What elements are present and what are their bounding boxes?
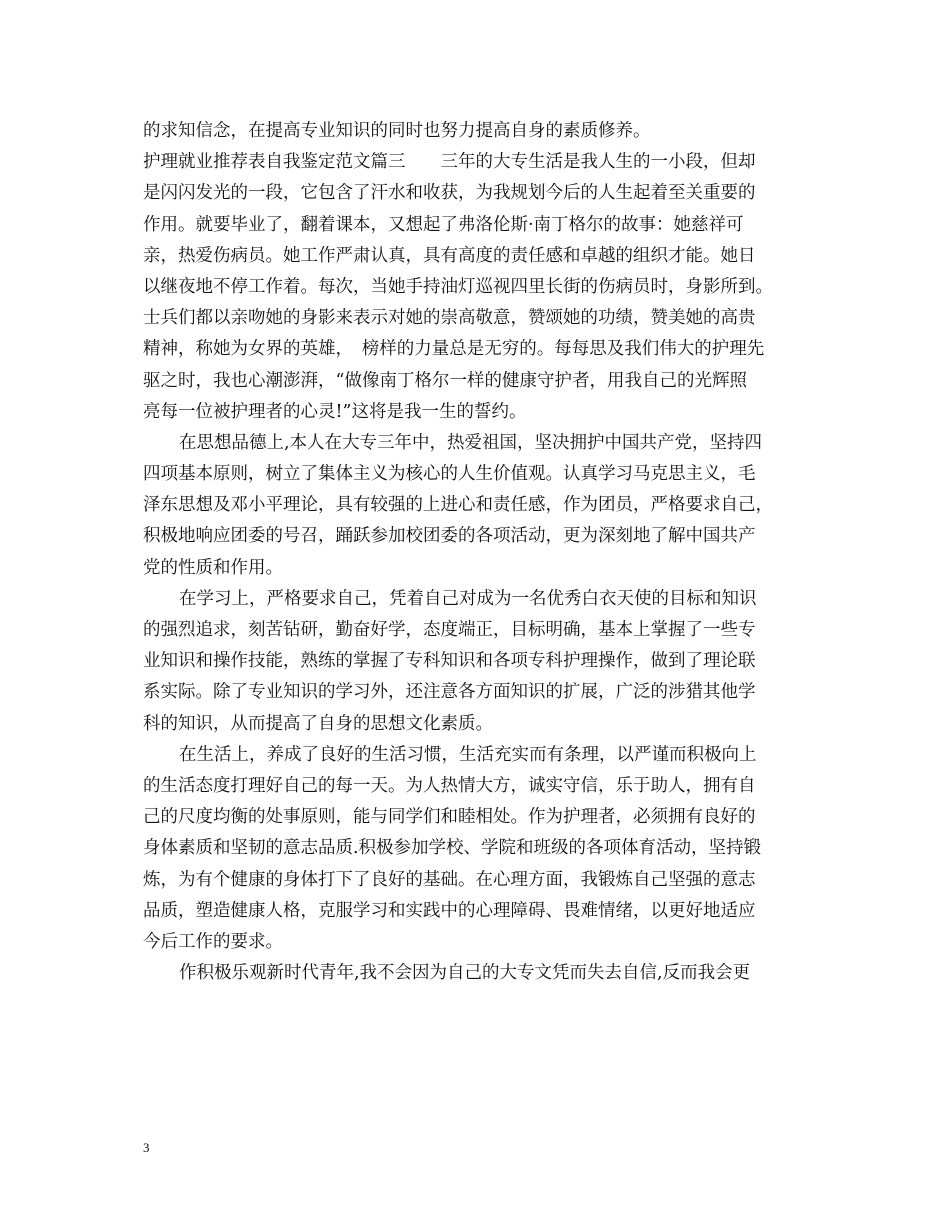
text-line: 士兵们都以亲吻她的身影来表示对她的崇高敬意，赞颂她的功绩，赞美她的高贵 <box>143 308 756 329</box>
text-line: 泽东思想及邓小平理论，具有较强的上进心和责任感，作为团员，严格要求自己， <box>143 495 773 516</box>
text-line: 今后工作的要求。 <box>143 931 283 952</box>
text-line: 亮每一位被护理者的心灵!”这将是我一生的誓约。 <box>143 401 527 422</box>
text-line: 党的性质和作用。 <box>143 557 283 578</box>
text-line: 积极地响应团委的号召，踊跃参加校团委的各项活动，更为深刻地了解中国共产 <box>143 526 756 547</box>
text-line: 品质，塑造健康人格，克服学习和实践中的心理障碍、畏难情绪，以更好地适应 <box>143 900 756 921</box>
text-line: 身体素质和坚韧的意志品质.积极参加学校、学院和班级的各项体育活动，坚持锻 <box>143 838 762 859</box>
text-line: 的求知信念，在提高专业知识的同时也努力提高自身的素质修养。 <box>143 121 651 141</box>
text-line: 在学习上，严格要求自己，凭着自己对成为一名优秀白衣天使的目标和知识 <box>179 588 757 609</box>
text-line: 作积极乐观新时代青年,我不会因为自己的大专文凭而失去自信,反而我会更 <box>179 963 751 984</box>
text-line: 科的知识，从而提高了自身的思想文化素质。 <box>143 713 493 734</box>
text-line: 作用。就要毕业了，翻着课本，又想起了弗洛伦斯·南丁格尔的故事：她慈祥可 <box>143 214 744 235</box>
text-line: 以继夜地不停工作着。每次，当她手持油灯巡视四里长街的伤病员时，身影所到。 <box>143 276 773 297</box>
document-body <box>143 116 823 989</box>
text-line: 精神，称她为女界的英雄， 榜样的力量总是无穷的。每每思及我们伟大的护理先 <box>143 339 765 360</box>
text-line: 系实际。除了专业知识的学习外，还注意各方面知识的扩展，广泛的涉猎其他学 <box>143 682 756 703</box>
text-line: 己的尺度均衡的处事原则，能与同学们和睦相处。作为护理者，必须拥有良好的 <box>143 807 756 828</box>
text-line: 的生活态度打理好自己的每一天。为人热情大方，诚实守信，乐于助人，拥有自 <box>143 775 756 796</box>
text-line: 护理就业推荐表自我鉴定范文篇三 三年的大专生活是我人生的一小段，但却 <box>143 152 756 173</box>
text-line: 是闪闪发光的一段，它包含了汗水和收获，为我规划今后的人生起着至关重要的 <box>143 183 756 204</box>
text-line: 的强烈追求，刻苦钻研，勤奋好学，态度端正，目标明确，基本上掌握了一些专 <box>143 620 756 640</box>
text-line: 驱之时，我也心潮澎湃，“做像南丁格尔一样的健康守护者，用我自己的光辉照 <box>143 370 747 391</box>
text-line: 在生活上，养成了良好的生活习惯，生活充实而有条理，以严谨而积极向上 <box>179 744 757 765</box>
page-number: 3 <box>143 1140 150 1155</box>
text-line: 亲，热爱伤病员。她工作严肃认真，具有高度的责任感和卓越的组织才能。她日 <box>143 245 756 266</box>
text-line: 炼，为有个健康的身体打下了良好的基础。在心理方面，我锻炼自己坚强的意志 <box>143 869 756 890</box>
text-line: 在思想品德上,本人在大专三年中，热爱祖国，坚决拥护中国共产党，坚持四 <box>179 432 763 453</box>
text-line: 四项基本原则，树立了集体主义为核心的人生价值观。认真学习马克思主义，毛 <box>143 464 756 485</box>
text-line: 业知识和操作技能，熟练的掌握了专科知识和各项专科护理操作，做到了理论联 <box>143 651 756 672</box>
